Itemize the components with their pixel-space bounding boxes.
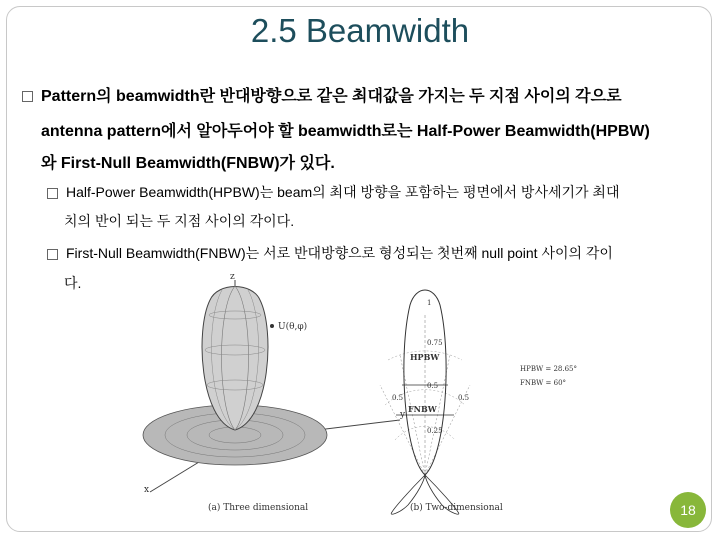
bullet-box-icon — [22, 91, 33, 102]
fnbw-value: FNBW = 60° — [520, 379, 567, 387]
figure-2d-pattern — [370, 275, 600, 515]
sub-bullet-2-line-1: First-Null Beamwidth(FNBW)는 서로 반대방향으로 형성되는 첫번째 null point 사이의 각이 — [47, 243, 613, 263]
main-bullet-line-3: 와 First-Null Beamwidth(FNBW)가 있다. — [41, 155, 335, 172]
tick-1: 1 — [427, 299, 432, 307]
tick-0-75: 0.75 — [427, 339, 443, 347]
sub-bullet-1-line-1: Half-Power Beamwidth(HPBW)는 beam의 최대 방향을 포함하는 평면에서 방사세기가 최대 — [47, 182, 620, 202]
hpbw-label: HPBW — [410, 352, 440, 362]
slide-title: 2.5 Beamwidth — [250, 12, 470, 49]
y-axis-label: y — [400, 410, 406, 420]
right-caption: (b) Two-dimensional — [410, 503, 503, 513]
tick-0-5-left: 0.5 — [392, 394, 404, 402]
bullet-box-icon — [47, 249, 58, 260]
u-theta-phi-label: U(θ,φ) — [278, 322, 308, 332]
page-number-badge: 18 — [670, 492, 706, 528]
tick-0-25: 0.25 — [427, 427, 443, 435]
main-bullet-line-1: Pattern의 beamwidth란 반대방향으로 같은 최대값을 가지는 두 지점 사이의 각으로 — [22, 83, 622, 106]
tick-0-5-center: 0.5 — [427, 382, 439, 390]
main-bullet-line-2: antenna pattern에서 알아두어야 할 beamwidth로는 Half-Power Beamwidth(HPBW) — [41, 123, 650, 140]
x-axis-label: x — [144, 485, 150, 495]
fnbw-label: FNBW — [408, 404, 437, 414]
sub-bullet-2-line-2: 다. — [64, 275, 82, 291]
bullet-box-icon — [47, 188, 58, 199]
left-caption: (a) Three dimensional — [208, 503, 309, 513]
tick-0-5-right: 0.5 — [458, 394, 470, 402]
sub-bullet-1-line-2: 치의 반이 되는 두 지점 사이의 각이다. — [64, 213, 295, 229]
z-axis-label: z — [230, 272, 235, 282]
hpbw-value: HPBW = 28.65° — [520, 365, 578, 373]
